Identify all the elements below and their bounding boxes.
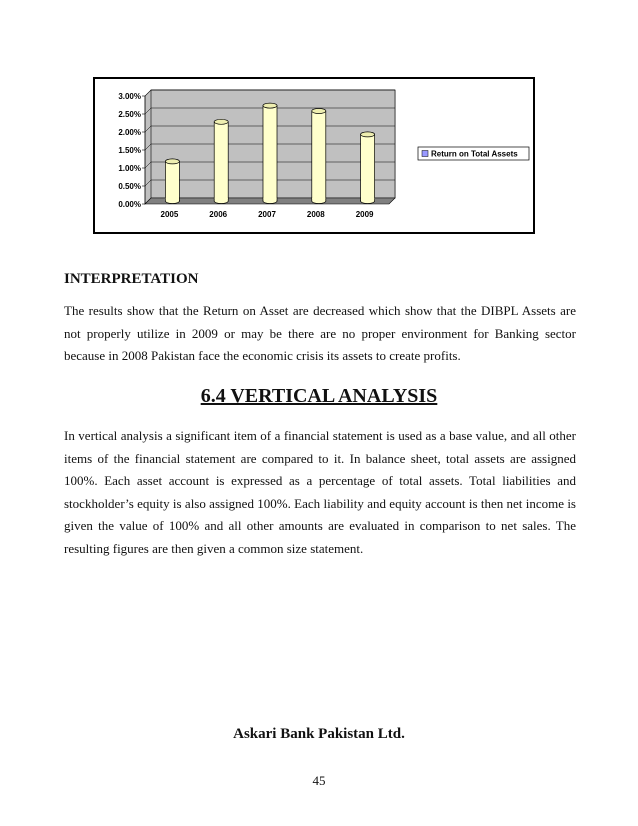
footer-bank-name: Askari Bank Pakistan Ltd. (233, 726, 405, 742)
bar-base-cover-2008 (312, 198, 325, 201)
y-tick-label: 2.50% (118, 110, 141, 119)
y-tick-label: 1.00% (118, 164, 141, 173)
section-title: 6.4 VERTICAL ANALYSIS (200, 385, 438, 407)
page-number: 45 (312, 773, 326, 788)
bar-base-cover-2006 (215, 198, 228, 201)
y-tick-label: 2.00% (118, 128, 141, 137)
legend-swatch (422, 151, 428, 157)
bar-top-2008 (312, 109, 326, 114)
bar-2008 (312, 111, 326, 201)
bar-top-2009 (361, 132, 375, 137)
return-on-assets-chart (95, 79, 533, 232)
y-tick-label: 0.50% (118, 182, 141, 191)
bar-2009 (361, 134, 375, 201)
bar-2005 (165, 161, 179, 201)
x-tick-label: 2006 (209, 210, 228, 219)
bar-base-cover-2005 (166, 198, 179, 201)
x-tick-label: 2005 (160, 210, 179, 219)
interpretation-heading: INTERPRETATION (64, 271, 199, 287)
x-tick-label: 2007 (258, 210, 276, 219)
bar-top-2005 (165, 159, 179, 164)
bar-2006 (214, 122, 228, 201)
y-tick-label: 0.00% (118, 200, 141, 209)
bar-base-cover-2009 (361, 198, 374, 201)
interpretation-paragraph: The results show that the Return on Asset are decreased which show that the DIBPL Assets are not properly utilize in 2009 or may be there are no proper environment for Banking sector because in 2008 Pakistan face the economic crisis its assets to create profits. (64, 303, 576, 364)
bar-top-2006 (214, 119, 228, 124)
bar-top-2007 (263, 103, 277, 108)
bar-2007 (263, 106, 277, 201)
bar-base-cover-2007 (263, 198, 276, 201)
legend-label: Return on Total Assets (431, 149, 518, 159)
x-tick-label: 2008 (306, 210, 325, 219)
y-tick-label: 3.00% (118, 92, 141, 101)
y-tick-label: 1.50% (118, 146, 141, 155)
chart-container (93, 77, 535, 234)
x-tick-label: 2009 (355, 210, 374, 219)
vertical-analysis-paragraph: In vertical analysis a significant item of a financial statement is used as a base value, and all other items of the financial statement are compared to it. In balance sheet, total assets are assigned 100%. Each asset account is expressed as a percentage of total assets. Total liabilities and stockholder’s equity is also assigned 100%. Each liability and equity account is then net income is given the value of 100% and all other amounts are evaluated in comparison to net sales. The resulting figures are then given a common size statement. (64, 428, 576, 556)
